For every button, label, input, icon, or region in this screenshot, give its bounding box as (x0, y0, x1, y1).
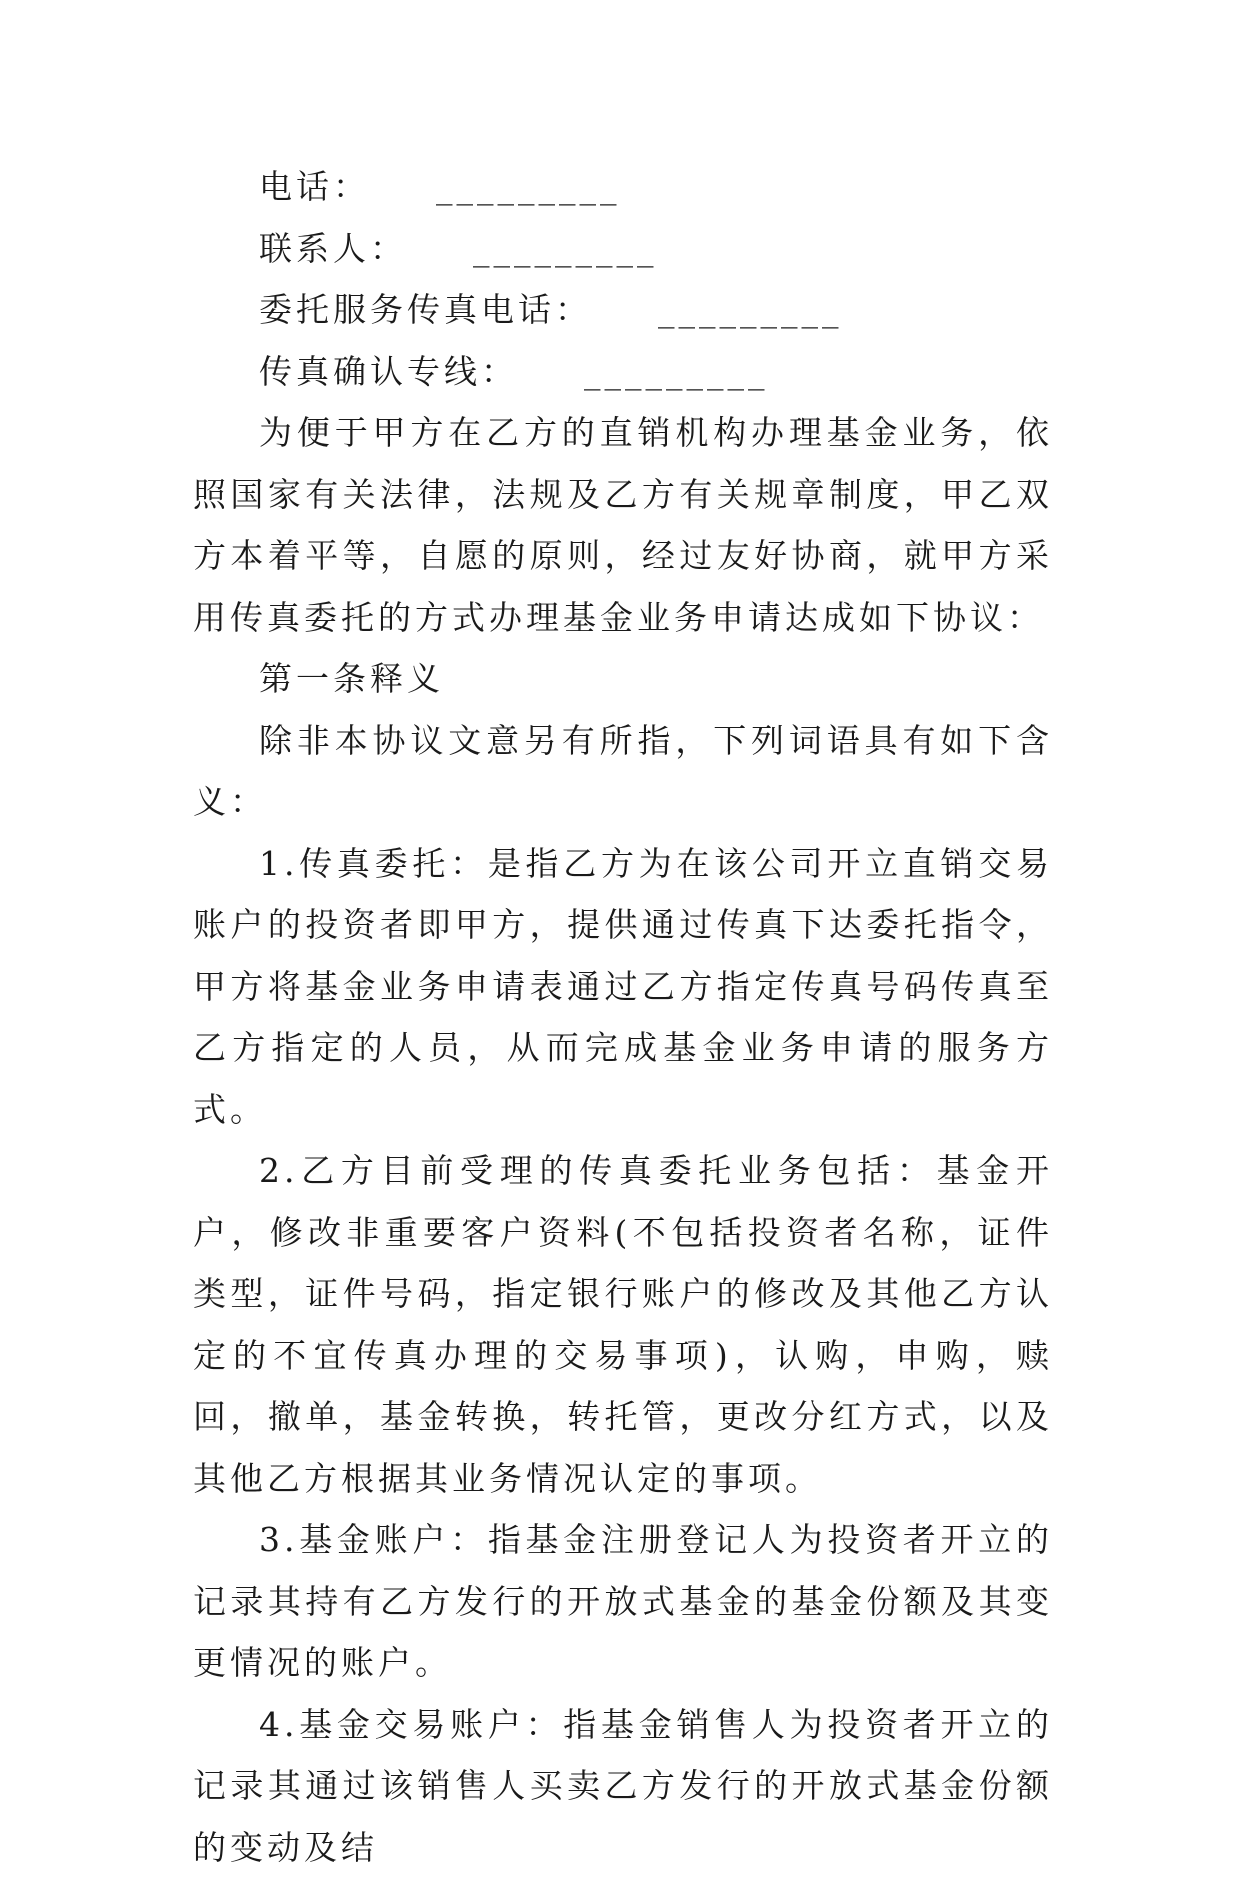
definitions-intro: 除非本协议文意另有所指，下列词语具有如下含义： (193, 710, 1053, 833)
fax-service-blank: _________ (592, 279, 843, 341)
article-heading: 第一条释义 (193, 648, 1053, 710)
intro-paragraph: 为便于甲方在乙方的直销机构办理基金业务，依照国家有关法律，法规及乙方有关规章制度，甲乙双方本着平等，自愿的原则，经过友好协商，就甲方采用传真委托的方式办理基金业务申请达成如下协议： (193, 402, 1053, 648)
contact-blank: _________ (407, 218, 658, 280)
fax-confirm-field (193, 341, 1053, 403)
contact-field (193, 218, 1053, 280)
phone-label: 电话： (259, 167, 370, 206)
fax-service-label: 委托服务传真电话： (259, 290, 592, 329)
definition-item-1: 1.传真委托：是指乙方为在该公司开立直销交易账户的投资者即甲方，提供通过传真下达委托指令，甲方将基金业务申请表通过乙方指定传真号码传真至乙方指定的人员，从而完成基金业务申请的服务方式。 (193, 833, 1053, 1141)
definition-item-3: 3.基金账户：指基金注册登记人为投资者开立的记录其持有乙方发行的开放式基金的基金份额及其变更情况的账户。 (193, 1509, 1053, 1694)
contact-label: 联系人： (259, 229, 407, 268)
definition-item-2: 2.乙方目前受理的传真委托业务包括：基金开户，修改非重要客户资料(不包括投资者名称，证件类型，证件号码，指定银行账户的修改及其他乙方认定的不宜传真办理的交易事项)，认购，申购，赎回，撤单，基金转换，转托管，更改分红方式，以及其他乙方根据其业务情况认定的事项。 (193, 1140, 1053, 1509)
fax-confirm-label: 传真确认专线： (259, 352, 518, 391)
definition-item-4: 4.基金交易账户：指基金销售人为投资者开立的记录其通过该销售人买卖乙方发行的开放式基金份额的变动及结 (193, 1694, 1053, 1878)
document-body (193, 156, 1053, 1878)
fax-service-field (193, 279, 1053, 341)
fax-confirm-blank: _________ (518, 341, 769, 403)
phone-blank: _________ (370, 156, 621, 218)
phone-field (193, 156, 1053, 218)
